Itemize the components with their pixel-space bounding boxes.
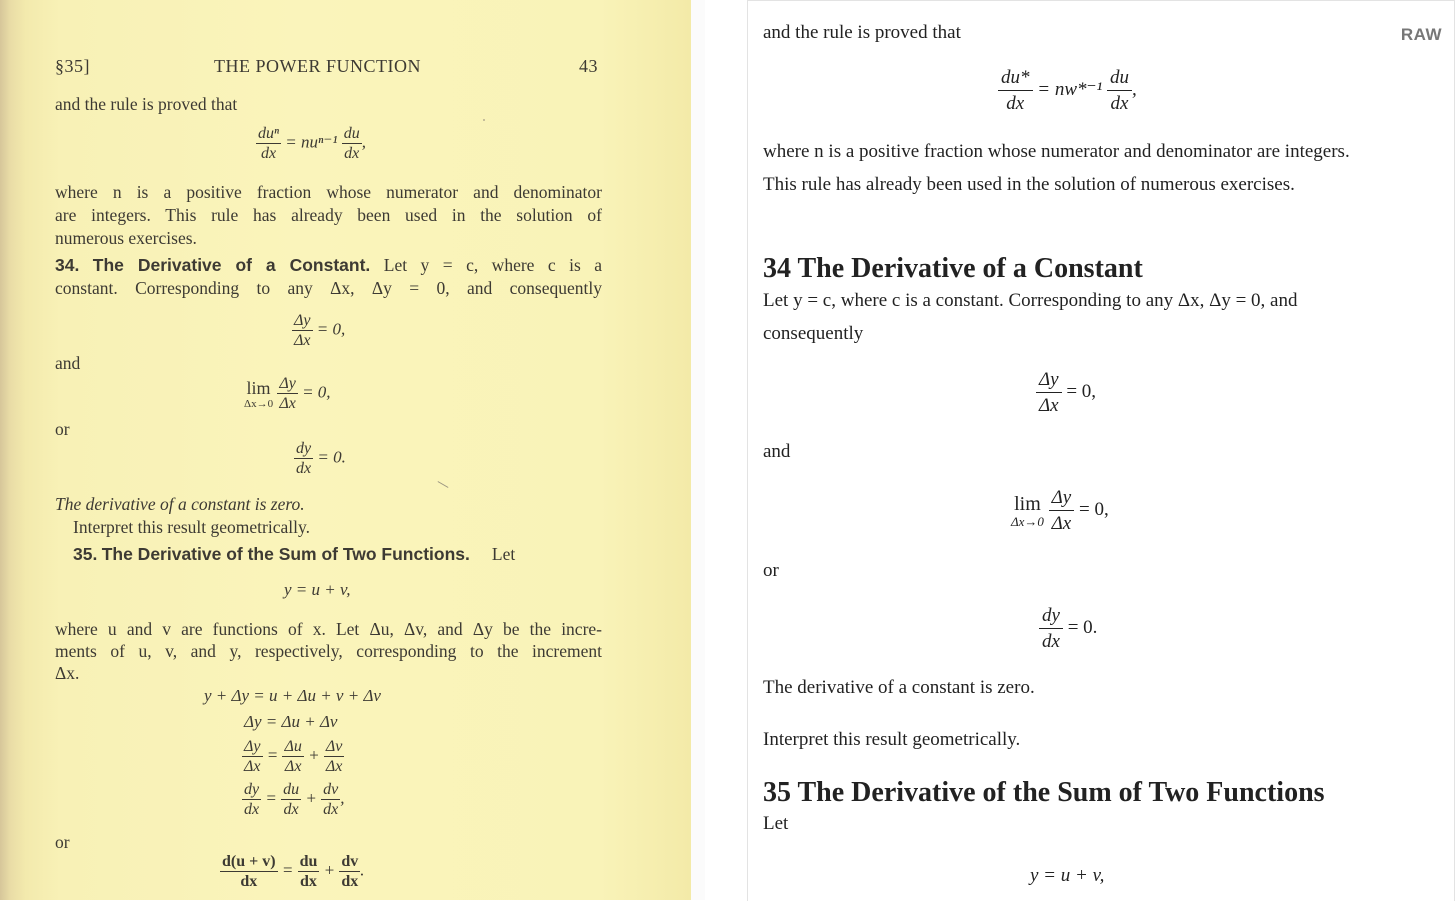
raw-transcription-panel[interactable] — [747, 0, 1455, 901]
scan-para2-line: where u and v are functions of x. Let Δu, Δv, and Δy be the incre- — [55, 619, 602, 639]
scan-eq-dy: $\frac{dy}{dx}$ = 0. — [296, 440, 346, 477]
raw-badge: RAW — [1400, 25, 1442, 44]
scan-result: The derivative of a constant is zero. — [55, 494, 305, 514]
scan-eq-power: $\frac{\text{duⁿ}}{dx}$ = nuⁿ⁻¹ $\frac{du}{dx}$ , — [258, 125, 366, 162]
raw-or: or — [763, 560, 779, 581]
raw-heading-35: 35 The Derivative of the Sum of Two Functions — [763, 777, 1325, 808]
scan-eq-final: $\frac{d(u + v)}{dx}$ = $\frac{du}{dx}$ + $\frac{dv}{dx}$ . — [222, 853, 365, 890]
raw-para1: where n is a positive fraction whose numerator and denominator are integers. This rule has already been used in the solution of numerous exercises. — [763, 141, 1350, 195]
scan-para2-line: Δx. — [55, 663, 80, 683]
raw-eq-sum: y = u + v, — [1030, 865, 1105, 886]
scan-para2-line: ments of u, v, and y, respectively, corresponding to the increment — [55, 641, 602, 661]
raw-eq-dy: $\frac{dy}{dx}$ = 0. — [1039, 603, 1097, 654]
scan-derivation-line1: y + Δy = u + Δu + v + Δv — [204, 686, 381, 705]
scan-derivation-line3: $\frac{\Delta y}{\Delta x}$ = $\frac{\Delta u}{\Delta x}$ + $\frac{\Delta v}{\Delta x}$ — [244, 738, 343, 775]
scan-or: or — [55, 419, 70, 439]
scan-sec34-line1: 34. The Derivative of a Constant. Let y = c, where c is a — [55, 255, 603, 275]
running-title: THE POWER FUNCTION — [214, 56, 421, 76]
scan-interpret: Interpret this result geometrically. — [73, 517, 310, 537]
raw-eq-delta: $\frac{\Delta y}{\Delta x}$ = 0, — [1036, 367, 1096, 418]
scanned-page — [0, 0, 691, 900]
scan-sec34-line2: constant. Corresponding to any Δx, Δy = 0, and consequently — [55, 278, 602, 298]
scan-para1-line: are integers. This rule has already been used in the solution of — [55, 205, 602, 225]
scan-para1-line: where n is a positive fraction whose numerator and denominator — [55, 182, 602, 202]
scan-derivation-line2: Δy = Δu + Δv — [244, 712, 338, 731]
running-section: §35] — [55, 56, 90, 76]
raw-interpret: Interpret this result geometrically. — [763, 729, 1021, 750]
gutter — [705, 0, 747, 900]
raw-eq-power: $\frac{du*}{dx}$ = nw*⁻¹ $\frac{du}{dx}$ , — [998, 65, 1137, 116]
scan-para1-line: numerous exercises. — [55, 228, 197, 248]
raw-para34: Let y = c, where c is a constant. Corresponding to any Δx, Δy = 0, and consequently — [763, 290, 1298, 344]
scan-eq-lim: lim Δx→0 $\frac{\Delta y}{\Delta x}$ = 0, — [244, 375, 331, 412]
page-number: 43 — [579, 56, 598, 76]
scan-sec35-heading: 35. The Derivative of the Sum of Two Functions. Let — [73, 544, 516, 564]
scan-and: and — [55, 353, 81, 373]
scan-eq-delta: $\frac{\Delta y}{\Delta x}$ = 0, — [294, 312, 346, 349]
scan-speck — [483, 119, 485, 121]
raw-heading-34: 34 The Derivative of a Constant — [763, 253, 1143, 284]
scan-eq-sum: y = u + v, — [284, 580, 351, 599]
raw-let: Let — [763, 813, 789, 834]
raw-intro: and the rule is proved that — [763, 22, 961, 43]
raw-result: The derivative of a constant is zero. — [763, 677, 1035, 698]
scan-derivation-line4: $\frac{dy}{dx}$ = $\frac{du}{dx}$ + $\frac{dv}{dx}$ , — [244, 781, 345, 818]
panel-divider — [691, 0, 706, 900]
raw-and: and — [763, 441, 791, 462]
scan-or: or — [55, 832, 70, 852]
raw-eq-lim: lim Δx→0 $\frac{\Delta y}{\Delta x}$ = 0, — [1011, 487, 1109, 534]
scan-pencil-mark — [438, 481, 449, 488]
scan-intro: and the rule is proved that — [55, 94, 238, 114]
